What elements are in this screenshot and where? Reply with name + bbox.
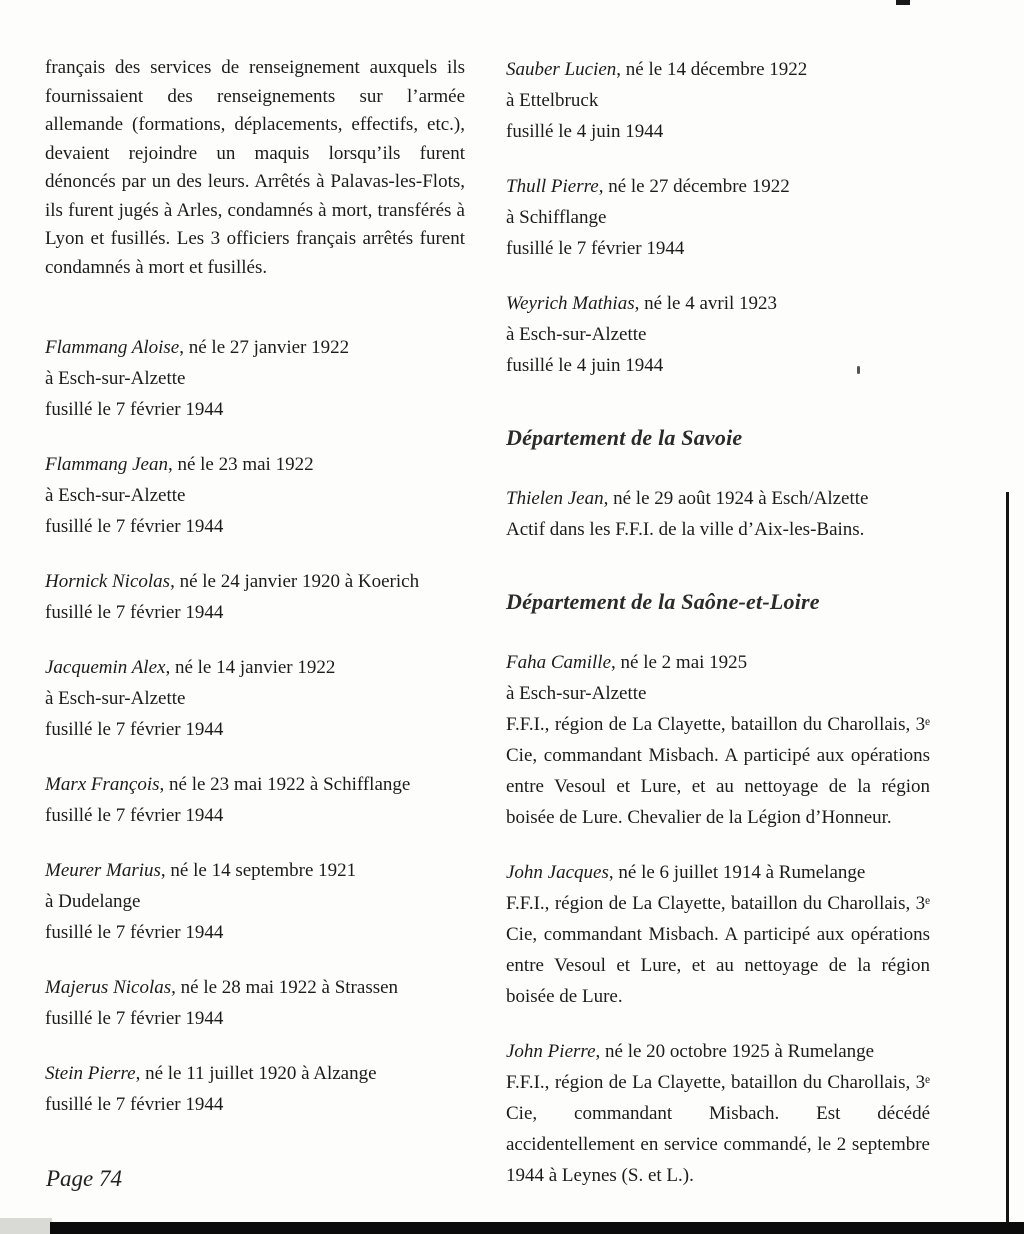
department-heading-savoie: Département de la Savoie: [506, 425, 743, 450]
person-name: Flammang Aloise: [45, 337, 180, 358]
person-birth: , né le 2 mai 1925: [611, 652, 748, 673]
person-line: à Esch-sur-Alzette: [506, 324, 647, 345]
person-name: Jacquemin Alex: [45, 657, 166, 678]
person-birth: , né le 27 janvier 1922: [179, 337, 350, 358]
person-name: Faha Camille: [506, 652, 612, 673]
person-name: Flammang Jean: [45, 454, 168, 475]
person-birth: , né le 20 octobre 1925 à Rumelange: [595, 1041, 875, 1062]
scan-edge-bottom-fade: [0, 1218, 52, 1234]
person-entry: [45, 972, 465, 1034]
person-name: Stein Pierre: [45, 1063, 136, 1084]
department-heading-saone-et-loire: Département de la Saône-et-Loire: [506, 589, 820, 614]
person-name: Majerus Nicolas: [45, 977, 172, 998]
person-entry: [506, 483, 930, 545]
person-entry: [45, 769, 465, 831]
scan-corner-mark: [896, 0, 910, 5]
person-birth: , né le 27 décembre 1922: [598, 176, 790, 197]
person-line: fusillé le 7 février 1944: [45, 805, 224, 826]
person-name: John Pierre: [506, 1041, 596, 1062]
person-line: fusillé le 7 février 1944: [45, 1094, 224, 1115]
person-entry: [506, 647, 930, 833]
person-entry: [45, 652, 465, 745]
person-name: Thielen Jean: [506, 488, 604, 509]
person-birth: , né le 14 janvier 1922: [165, 657, 336, 678]
person-line: fusillé le 7 février 1944: [45, 719, 224, 740]
person-line: fusillé le 7 février 1944: [45, 399, 224, 420]
person-line: fusillé le 4 juin 1944: [506, 355, 664, 376]
person-line: fusillé le 7 février 1944: [506, 238, 685, 259]
person-name: Thull Pierre: [506, 176, 599, 197]
person-entry: [506, 54, 930, 147]
person-description: F.F.I., région de La Clayette, bataillon du Charollais, 3ᵉ Cie, commandant Misbach. A participé aux opérations entre Vesoul et Lure, et au nettoyage de la région boisée de Lure. Chevalier de la Légion d’Honneur.: [506, 714, 930, 828]
person-birth: , né le 24 janvier 1920 à Koerich: [170, 571, 420, 592]
person-line: à Ettelbruck: [506, 90, 599, 111]
person-line: fusillé le 7 février 1944: [45, 602, 224, 623]
person-line: fusillé le 7 février 1944: [45, 516, 224, 537]
person-birth: , né le 14 septembre 1921: [160, 860, 357, 881]
person-entry: [506, 1036, 930, 1191]
person-description: F.F.I., région de La Clayette, bataillon du Charollais, 3ᵉ Cie, commandant Misbach. A participé aux opérations entre Vesoul et Lure, et au nettoyage de la région boisée de Lure.: [506, 893, 930, 1007]
left-column: [45, 54, 465, 1144]
person-line: fusillé le 4 juin 1944: [506, 121, 664, 142]
person-name: Sauber Lucien: [506, 59, 617, 80]
person-line: fusillé le 7 février 1944: [45, 1008, 224, 1029]
person-birth: , né le 14 décembre 1922: [616, 59, 808, 80]
person-line: fusillé le 7 février 1944: [45, 922, 224, 943]
page-number: Page 74: [46, 1166, 123, 1191]
person-birth: , né le 11 juillet 1920 à Alzange: [135, 1063, 377, 1084]
person-line: à Esch-sur-Alzette: [45, 688, 186, 709]
person-birth: , né le 28 mai 1922 à Strassen: [171, 977, 399, 998]
person-entry: [45, 855, 465, 948]
person-line: à Esch-sur-Alzette: [506, 683, 647, 704]
person-name: Marx François: [45, 774, 160, 795]
person-line: Actif dans les F.F.I. de la ville d’Aix-les-Bains.: [506, 519, 865, 540]
person-description: F.F.I., région de La Clayette, bataillon du Charollais, 3ᵉ Cie, commandant Misbach. Est décédé accidentellement en service commandé, le 2 septembre 1944 à Leynes (S. et L.).: [506, 1072, 930, 1186]
person-entry: [506, 171, 930, 264]
person-line: à Esch-sur-Alzette: [45, 368, 186, 389]
person-entry: [45, 566, 465, 628]
person-line: à Dudelange: [45, 891, 141, 912]
person-line: à Schifflange: [506, 207, 607, 228]
right-column: [506, 54, 930, 1215]
person-entry: [506, 288, 930, 381]
person-entry: [45, 332, 465, 425]
person-name: John Jacques: [506, 862, 609, 883]
person-birth: , né le 4 avril 1923: [634, 293, 778, 314]
person-name: Meurer Marius: [45, 860, 161, 881]
person-entry: [45, 1058, 465, 1120]
left-entries: [45, 332, 465, 1120]
person-entry: [506, 857, 930, 1012]
person-birth: , né le 23 mai 1922: [167, 454, 314, 475]
scan-edge-right: [1006, 492, 1009, 1222]
intro-paragraph: français des services de renseignement auxquels ils fournissaient des renseignements sur l’armée allemande (formations, déplacements, effectifs, etc.), devaient rejoindre un maquis lorsqu’ils furent dénoncés par un des leurs. Arrêtés à Palavas-les-Flots, ils furent jugés à Arles, condamnés à mort, transférés à Lyon et fusillés. Les 3 officiers français arrêtés furent condamnés à mort et fusillés.: [45, 57, 465, 278]
person-name: Weyrich Mathias: [506, 293, 635, 314]
scan-stray-mark: [857, 366, 860, 374]
person-birth: , né le 23 mai 1922 à Schifflange: [159, 774, 411, 795]
person-line: à Esch-sur-Alzette: [45, 485, 186, 506]
person-birth: , né le 29 août 1924 à Esch/Alzette: [603, 488, 869, 509]
person-name: Hornick Nicolas: [45, 571, 171, 592]
scan-edge-bottom: [50, 1222, 1024, 1234]
person-entry: [45, 449, 465, 542]
person-birth: , né le 6 juillet 1914 à Rumelange: [608, 862, 866, 883]
